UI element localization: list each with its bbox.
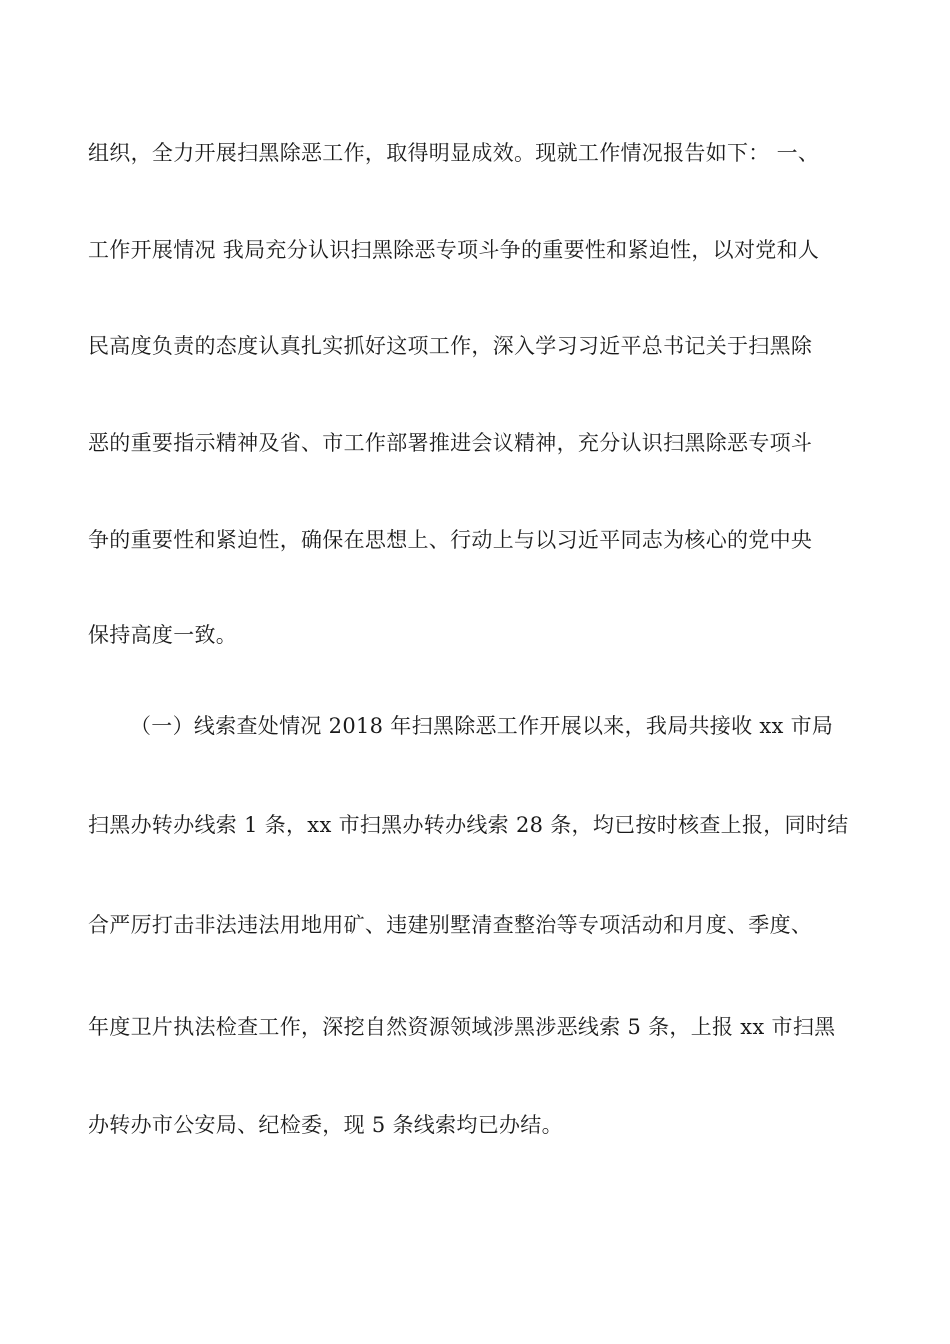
paragraph-line: 保持高度一致。 [88,623,238,647]
paragraph-line: 扫黑办转办线索 1 条，xx 市扫黑办转办线索 28 条，均已按时核查上报，同时结 [88,813,849,837]
paragraph-line: 争的重要性和紧迫性，确保在思想上、行动上与以习近平同志为核心的党中央 [88,528,813,552]
paragraph-line: 合严厉打击非法违法用地用矿、违建别墅清查整治等专项活动和月度、季度、 [88,913,813,937]
paragraph-line: 办转办市公安局、纪检委，现 5 条线索均已办结。 [88,1113,563,1137]
paragraph-line: （一）线索查处情况 2018 年扫黑除恶工作开展以来，我局共接收 xx 市局 [130,714,834,738]
paragraph-line: 工作开展情况 我局充分认识扫黑除恶专项斗争的重要性和紧迫性，以对党和人 [88,238,820,262]
paragraph-line: 组织，全力开展扫黑除恶工作，取得明显成效。现就工作情况报告如下： 一、 [88,141,820,165]
paragraph-line: 年度卫片执法检查工作，深挖自然资源领域涉黑涉恶线索 5 条，上报 xx 市扫黑 [88,1015,836,1039]
paragraph-line: 恶的重要指示精神及省、市工作部署推进会议精神，充分认识扫黑除恶专项斗 [88,431,813,455]
paragraph-line: 民高度负责的态度认真扎实抓好这项工作，深入学习习近平总书记关于扫黑除 [88,334,813,358]
